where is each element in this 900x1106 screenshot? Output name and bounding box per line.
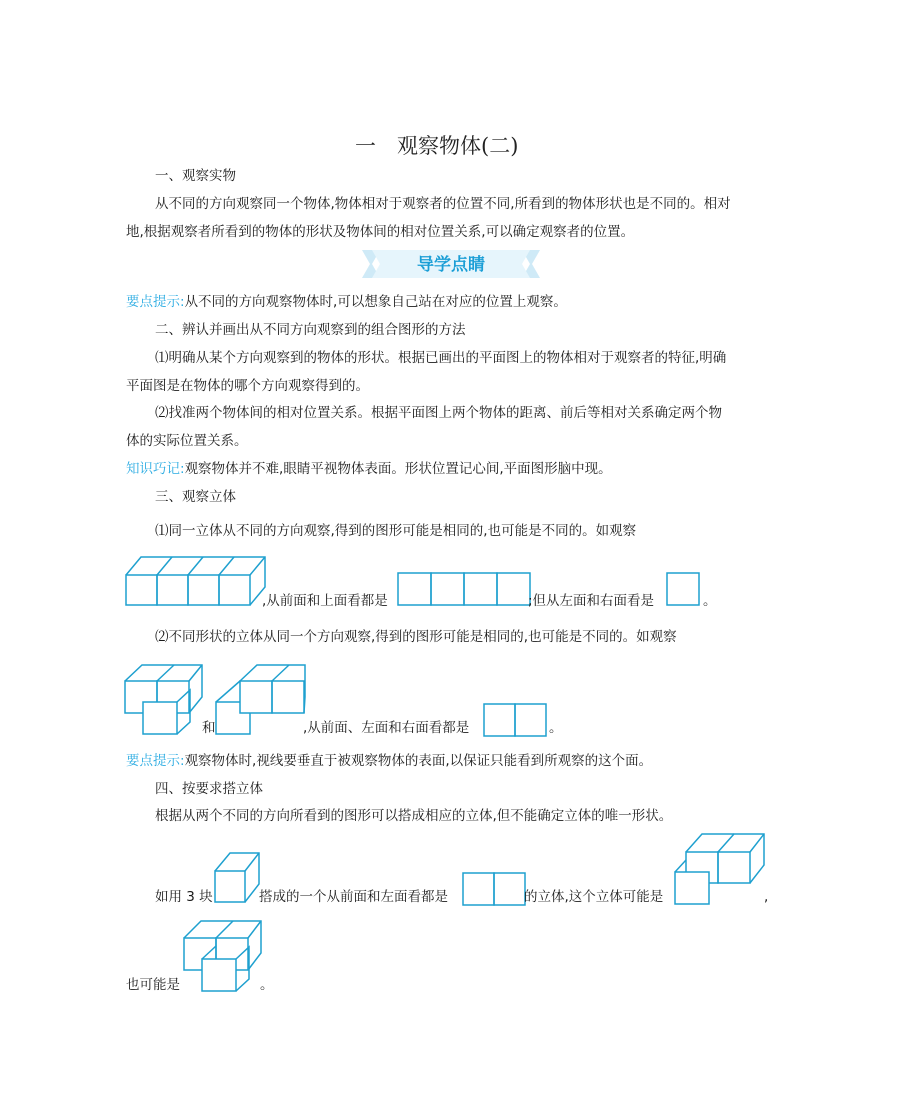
section3-heading: 三、观察立体	[155, 489, 236, 505]
s3-row1-text-b: ;但从左面和右面看是	[528, 593, 655, 609]
s4-row2-text-a: 也可能是	[126, 977, 180, 993]
tip3	[126, 753, 652, 769]
l-shape-solid-figure-1	[124, 664, 204, 736]
two-squares-view	[483, 703, 547, 737]
section1-para-line1: 从不同的方向观察同一个物体,物体相对于观察者的位置不同,所看到的物体形状也是不同的。相对	[155, 196, 731, 212]
section2-p2-line2: 体的实际位置关系。	[126, 433, 248, 449]
tip1	[126, 294, 567, 310]
possible-solid-figure-1	[674, 832, 769, 906]
page-title: 一 观察物体(二)	[355, 134, 519, 158]
tip2-text: 观察物体并不难,眼睛平视物体表面。形状位置记心间,平面图形脑中现。	[184, 461, 612, 477]
section2-p1-line2: 平面图是在物体的哪个方向观察得到的。	[126, 378, 369, 394]
front-left-view-two-squares	[462, 872, 526, 906]
possible-solid-figure-2	[183, 920, 263, 994]
l-shape-solid-figure-2	[215, 664, 307, 736]
s4-row1-text-d: ,	[764, 889, 769, 905]
tip2-label: 知识巧记:	[126, 461, 185, 477]
section2-heading: 二、辨认并画出从不同方向观察到的组合图形的方法	[155, 322, 466, 338]
section1-heading: 一、观察实物	[155, 168, 236, 184]
s3-row2-text-b: ,从前面、左面和右面看都是	[303, 720, 470, 736]
tip1-label: 要点提示:	[126, 294, 185, 310]
four-cube-row-figure	[125, 556, 265, 608]
section1-para-line2: 地,根据观察者所看到的物体的形状及物体间的相对位置关系,可以确定观察者的位置。	[126, 224, 635, 240]
s4-row1-text-b: 搭成的一个从前面和左面看都是	[259, 889, 448, 905]
s3-row1-text-a: ,从前面和上面看都是	[262, 593, 388, 609]
tip3-text: 观察物体时,视线要垂直于被观察物体的表面,以保证只能看到所观察的这个面。	[184, 753, 653, 769]
section2-p2-line1: ⑵找准两个物体间的相对位置关系。根据平面图上两个物体的距离、前后等相对关系确定两个物	[155, 405, 722, 421]
banner-text: 导学点睛	[417, 255, 485, 275]
section3-p2: ⑵不同形状的立体从同一个方向观察,得到的图形可能是相同的,也可能是不同的。如观察	[155, 629, 677, 645]
section4-heading: 四、按要求搭立体	[155, 781, 263, 797]
s4-row1-text-a: 如用 3 块	[155, 889, 213, 905]
s4-row1-text-c: 的立体,这个立体可能是	[524, 889, 664, 905]
side-view-one-square	[666, 572, 700, 606]
front-view-four-squares	[397, 572, 531, 606]
s3-row2-text-c: 。	[549, 720, 563, 736]
s4-row2-text-b: 。	[260, 977, 274, 993]
guide-banner	[356, 248, 546, 280]
section2-p1-line1: ⑴明确从某个方向观察到的物体的形状。根据已画出的平面图上的物体相对于观察者的特征,明确	[155, 350, 727, 366]
s3-row1-text-c: 。	[703, 593, 717, 609]
s3-row2-text-a: 和	[202, 720, 216, 736]
tip2	[126, 461, 612, 477]
section4-p1: 根据从两个不同的方向所看到的图形可以搭成相应的立体,但不能确定立体的唯一形状。	[155, 808, 673, 824]
tip3-label: 要点提示:	[126, 753, 185, 769]
single-cube-figure	[214, 852, 260, 904]
section3-p1: ⑴同一立体从不同的方向观察,得到的图形可能是相同的,也可能是不同的。如观察	[155, 523, 637, 539]
tip1-text: 从不同的方向观察物体时,可以想象自己站在对应的位置上观察。	[184, 294, 567, 310]
